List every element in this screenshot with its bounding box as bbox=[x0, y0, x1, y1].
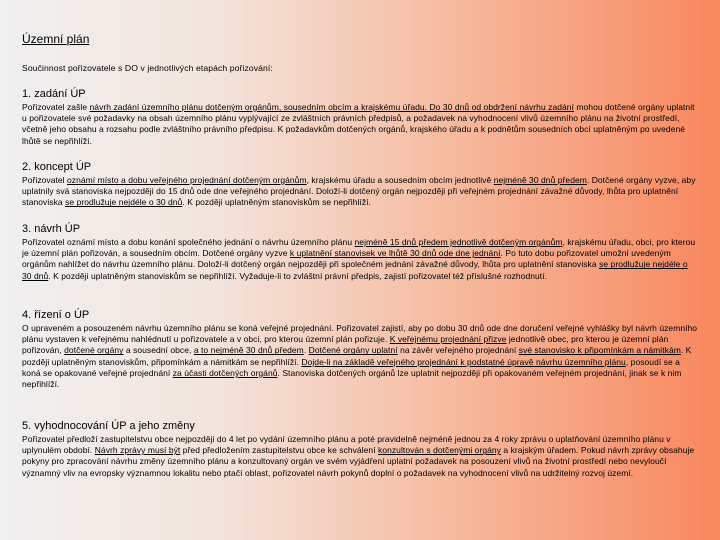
section-text: Pořizovatel oznámí místo a dobu konání společného jednání o návrhu územního plánu nejméně 15 dnů předem jednotlivě dotčeným orgánům, krajskému úřadu, obci, pro kterou je územní plán pořizován, a sousedním obcím. Dotčené orgány vyzve k uplatnění stanovisek ve lhůtě 30 dnů ode dne jednání. Po tuto dobu pořizovatel umožní uvedeným orgánům nahlížet do návrhu územního plánu. Doloží-li dotčený orgán nejpozději při společném jednání závažné důvody, lhůta pro uplatnění stanoviska se prodlužuje nejdéle o 30 dnů. K později uplatněným stanoviskům se nepřihlíží. Vyžaduje-li to zvláštní právní předpis, zajistí pořizovatel též příslušné rozhodnutí. bbox=[22, 237, 696, 281]
section-rizeni bbox=[22, 309, 698, 390]
intro-text: Součinnost pořizovatele s DO v jednotlivých etapách pořizování: bbox=[22, 63, 273, 73]
section-heading: 2. koncept ÚP bbox=[22, 161, 92, 173]
section-text: O upraveném a posouzeném návrhu územního plánu se koná veřejné projednání. Pořizovatel zajistí, aby po dobu 30 dnů ode dne doručení veřejné vyhlášky byl návrh územního plánu vystaven k veřejnému nahlédnutí u pořizovatele a v obci, pro kterou územní plán pořizuje. K veřejnému projednání přizve jednotlivě obec, pro kterou je územní plán pořizován, dotčené orgány a sousední obce, a to nejméně 30 dnů předem. Dotčené orgány uplatní na závěr veřejného projednání své stanovisko k připomínkám a námitkám. K později uplatněným stanoviskům, připomínkám a námitkám se nepřihlíží. Dojde-li na základě veřejného projednání k podstatné úpravě návrhu územního plánu, posoudí se a koná se opakované veřejné projednání za účasti dotčených orgánů. Stanoviska dotčených orgánů lze uplatnit nejpozději při opakovaném veřejném projednání, jinak se k nim nepřihlíží. bbox=[22, 323, 698, 390]
section-text: Pořizovatel oznámí místo a dobu veřejného projednání dotčeným orgánům, krajskému úřadu a sousedním obcím jednotlivě nejméně 30 dnů předem. Dotčené orgány vyzve, aby uplatnily svá stanoviska nejpozději do 15 dnů ode dne veřejného projednání. Doloží-li dotčený orgán nejpozději při veřejném projednání závažné důvody, lhůta pro uplatnění stanoviska se prodlužuje nejdéle o 30 dnů. K později uplatněným stanoviskům se nepřihlíží. bbox=[22, 175, 696, 208]
section-text: Pořizovatel zašle návrh zadání územního plánu dotčeným orgánům, sousedním obcím a krajskému úřadu. Do 30 dnů od obdržení návrhu zadání mohou dotčené orgány uplatnit u pořizovatele své požadavky na obsah územního plánu vyplývající ze zvláštních právních předpisů, a požadavek na vyhodnocení vlivů územního plánu na životní prostředí, včetně jeho obsahu a rozsahu podle zvláštního právního předpisu. K požadavkům dotčených orgánů, krajského úřadu a k podnětům sousedních obcí uplatněným po uvedené lhůtě se nepřihlíží. bbox=[22, 102, 695, 146]
section-heading: 4. řízení o ÚP bbox=[22, 309, 90, 321]
section-vyhodnocovani bbox=[22, 420, 698, 479]
section-navrh bbox=[22, 223, 698, 282]
page-title: Územní plán bbox=[22, 32, 90, 46]
section-heading: 1. zadání ÚP bbox=[22, 88, 86, 100]
section-zadani bbox=[22, 88, 698, 147]
section-koncept bbox=[22, 161, 698, 209]
section-heading: 5. vyhodnocování ÚP a jeho změny bbox=[22, 420, 195, 432]
section-heading: 3. návrh ÚP bbox=[22, 223, 81, 235]
section-text: Pořizovatel předloží zastupitelstvu obce nejpozději do 4 let po vydání územního plánu a poté pravidelně nejméně jednou za 4 roky zprávu o uplatňování územního plánu v uplynulém období. Návrh zprávy musí být před předložením zastupitelstvu obce ke schválení konzultován s dotčenými orgány a krajským úřadem. Pokud návrh zprávy obsahuje pokyny pro zpracování návrhu změny územního plánu a konzultovaný orgán ve svém vyjádření uplatní požadavek na posouzení vlivů na životní prostředí nebo nevyloučí významný vliv na evropsky významnou lokalitu nebo ptačí oblast, pořizovatel návrh pokynů doplní o požadavek na vyhodnocení vlivů na udržitelný rozvoj území. bbox=[22, 434, 695, 478]
